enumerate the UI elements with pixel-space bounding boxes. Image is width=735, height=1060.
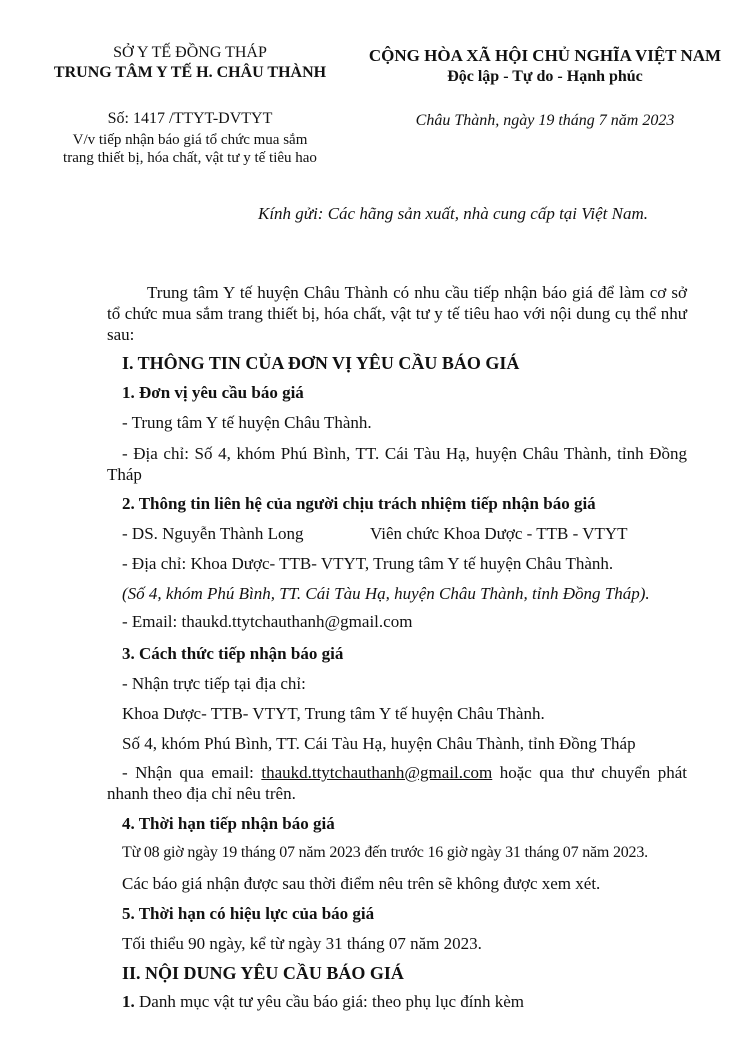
- item-1-heading: 1. Đơn vị yêu cầu báo giá: [122, 383, 304, 402]
- receive-email-paragraph: [107, 762, 687, 804]
- receive-period-note: Các báo giá nhận được sau thời điểm nêu trên sẽ không được xem xét.: [122, 874, 601, 893]
- subject-line-1: V/v tiếp nhận báo giá tổ chức mua sắm: [72, 132, 308, 148]
- section-2-item-1-number: 1.: [122, 992, 135, 1011]
- contact-address: - Địa chỉ: Khoa Dược- TTB- VTYT, Trung tâm Y tế huyện Châu Thành.: [122, 554, 614, 573]
- subject-line-2: trang thiết bị, hóa chất, vật tư y tế tiêu hao: [63, 150, 317, 166]
- item-3-heading: 3. Cách thức tiếp nhận báo giá: [122, 644, 344, 663]
- section-2-item-1-text: Danh mục vật tư yêu cầu báo giá: theo phụ lục đính kèm: [134, 992, 524, 1011]
- section-2-item-1: [122, 992, 524, 1012]
- contact-position: Viên chức Khoa Dược - TTB - VTYT: [370, 524, 628, 543]
- item-5-heading: 5. Thời hạn có hiệu lực của báo giá: [122, 904, 375, 923]
- recipient-line: Kính gửi: Các hãng sản xuất, nhà cung cấp tại Việt Nam.: [258, 204, 649, 223]
- item-2-heading: 2. Thông tin liên hệ của người chịu trách nhiệm tiếp nhận báo giá: [122, 494, 596, 513]
- item-4-heading: 4. Thời hạn tiếp nhận báo giá: [122, 814, 335, 833]
- intro-paragraph: Trung tâm Y tế huyện Châu Thành có nhu cầu tiếp nhận báo giá để làm cơ sở tổ chức mua sắm trang thiết bị, hóa chất, vật tư y tế tiêu hao với nội dung cụ thể như sau:: [107, 283, 687, 344]
- receive-direct-line-2: Số 4, khóm Phú Bình, TT. Cái Tàu Hạ, huyện Châu Thành, tỉnh Đồng Tháp: [122, 734, 636, 753]
- receive-direct-line-1: Khoa Dược- TTB- VTYT, Trung tâm Y tế huyện Châu Thành.: [122, 704, 545, 723]
- section-2-heading: II. NỘI DUNG YÊU CẦU BÁO GIÁ: [122, 963, 404, 983]
- contact-email[interactable]: - Email: thaukd.ttytchauthanh@gmail.com: [122, 612, 413, 631]
- receive-period: Từ 08 giờ ngày 19 tháng 07 năm 2023 đến trước 16 giờ ngày 31 tháng 07 năm 2023.: [122, 844, 648, 861]
- national-title: CỘNG HÒA XÃ HỘI CHỦ NGHĨA VIỆT NAM: [368, 46, 722, 65]
- receive-direct: - Nhận trực tiếp tại địa chỉ:: [122, 674, 306, 693]
- receive-email-suffix: hoặc qua thư chuyển phát nhanh theo địa chỉ nêu trên.: [107, 763, 687, 803]
- contact-address-detail: (Số 4, khóm Phú Bình, TT. Cái Tàu Hạ, huyện Châu Thành, tỉnh Đồng Tháp).: [122, 584, 650, 603]
- organization-name: TRUNG TÂM Y TẾ H. CHÂU THÀNH: [53, 64, 327, 81]
- receive-email-prefix: - Nhận qua email:: [122, 763, 262, 782]
- contact-person: - DS. Nguyễn Thành Long: [122, 524, 304, 543]
- document-number: Số: 1417 /TTYT-DVTYT: [107, 110, 273, 127]
- requesting-unit: - Trung tâm Y tế huyện Châu Thành.: [122, 413, 372, 432]
- section-1-heading: I. THÔNG TIN CỦA ĐƠN VỊ YÊU CẦU BÁO GIÁ: [122, 353, 520, 373]
- national-motto: Độc lập - Tự do - Hạnh phúc: [447, 68, 643, 85]
- validity-period: Tối thiểu 90 ngày, kể từ ngày 31 tháng 07 năm 2023.: [122, 934, 482, 953]
- place-and-date: Châu Thành, ngày 19 tháng 7 năm 2023: [415, 112, 675, 129]
- unit-address: - Địa chỉ: Số 4, khóm Phú Bình, TT. Cái Tàu Hạ, huyện Châu Thành, tỉnh Đồng Tháp: [107, 444, 687, 484]
- department-name: SỞ Y TẾ ĐỒNG THÁP: [113, 44, 267, 61]
- receive-email-link[interactable]: thaukd.ttytchauthanh@gmail.com: [261, 763, 493, 782]
